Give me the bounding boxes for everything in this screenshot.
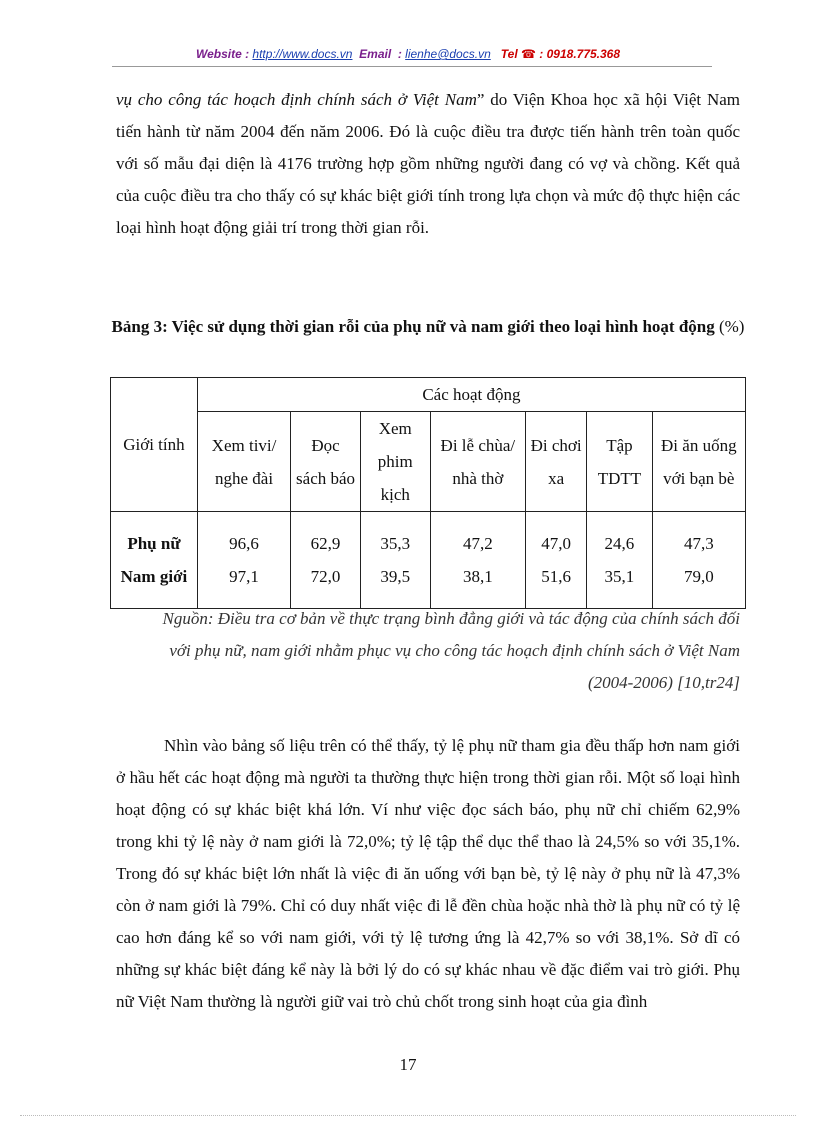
paragraph-intro-text: ” do Viện Khoa học xã hội Việt Nam tiến hành từ năm 2004 đến năm 2006. Đó là cuộc điều tra được tiến hành trên toàn quốc với số mẫu đại diện là 4176 trường hợp gồm những người đang có vợ và chồng. Kết quả của cuộc điều tra cho thấy có sự khác biệt giới tính trong lựa chọn và mức độ thực hiện các loại hình hoạt động giải trí trong thời gian rỗi. xyxy=(116,90,741,237)
table-cell xyxy=(652,512,745,609)
women-value: 24,6 xyxy=(604,534,635,553)
table-source: Nguồn: Điều tra cơ bản về thực trạng bình đẳng giới và tác động của chính sách đối với phụ nữ, nam giới nhằm phục vụ cho công tác hoạch định chính sách ở Việt Nam (2004-2006) [10,tr24] xyxy=(162,609,740,692)
men-value: 39,5 xyxy=(380,567,411,586)
paragraph-intro-italic: vụ cho công tác hoạch định chính sách ở Việt Nam xyxy=(116,90,477,109)
email-link[interactable]: lienhe@docs.vn xyxy=(405,47,491,61)
phone-label: Tel ☎ : xyxy=(500,47,544,61)
table-header-row xyxy=(111,378,746,412)
men-value: 72,0 xyxy=(310,567,341,586)
column-header: Đọc sách báo xyxy=(291,412,361,512)
men-value: 35,1 xyxy=(604,567,635,586)
website-label: Website : xyxy=(195,47,250,61)
table-cell xyxy=(430,512,525,609)
table-caption xyxy=(110,311,746,343)
table-cell xyxy=(526,512,587,609)
email-label: Email xyxy=(359,47,392,61)
table-caption-title: Bảng 3: Việc sử dụng thời gian rỗi của phụ nữ và nam giới theo loại hình hoạt động xyxy=(111,317,715,336)
table-columns-row xyxy=(111,412,746,512)
column-header: Đi chơi xa xyxy=(526,412,587,512)
table-cell xyxy=(587,512,652,609)
women-value: 47,2 xyxy=(462,534,493,553)
gender-row-label: Phụ nữ Nam giới xyxy=(111,512,198,609)
men-value: 51,6 xyxy=(541,567,572,586)
women-value: 62,9 xyxy=(310,534,341,553)
table-caption-unit: (%) xyxy=(718,317,745,336)
page-bottom-divider xyxy=(20,1115,796,1116)
men-value: 97,1 xyxy=(229,567,259,586)
table-cell xyxy=(360,512,430,609)
table-cell xyxy=(197,512,290,609)
men-value: 38,1 xyxy=(462,567,493,586)
paragraph-intro xyxy=(116,84,740,244)
activity-table xyxy=(110,377,746,609)
women-value: 96,6 xyxy=(229,534,259,553)
column-header: Tập TDTT xyxy=(587,412,652,512)
email-separator: : xyxy=(397,47,402,61)
phone-number: 0918.775.368 xyxy=(546,47,621,61)
women-value: 35,3 xyxy=(380,534,411,553)
page-header xyxy=(0,47,816,61)
column-header: Đi lễ chùa/ nhà thờ xyxy=(430,412,525,512)
men-value: 79,0 xyxy=(683,567,714,586)
header-divider xyxy=(112,66,712,67)
gender-header: Giới tính xyxy=(111,378,198,512)
women-value: 47,3 xyxy=(683,534,714,553)
column-header: Đi ăn uống với bạn bè xyxy=(652,412,745,512)
table-data-row xyxy=(111,512,746,609)
activities-header: Các hoạt động xyxy=(197,378,745,412)
women-value: 47,0 xyxy=(541,534,572,553)
column-header: Xem tivi/ nghe đài xyxy=(197,412,290,512)
paragraph-analysis: Nhìn vào bảng số liệu trên có thể thấy, tỷ lệ phụ nữ tham gia đều thấp hơn nam giới ở hầu hết các hoạt động mà người ta thường thực hiện trong thời gian rỗi. Một số loại hình hoạt động có sự khác biệt khá lớn. Ví như việc đọc sách báo, phụ nữ chỉ chiếm 62,9% trong khi tỷ lệ này ở nam giới là 72,0%; tỷ lệ tập thể dục thể thao là 24,5% so với 35,1%. Trong đó sự khác biệt lớn nhất là việc đi ăn uống với bạn bè, tỷ lệ này ở phụ nữ là 47,3% còn ở nam giới là 79%. Chỉ có duy nhất việc đi lễ đền chùa hoặc nhà thờ là phụ nữ có tỷ lệ cao hơn đáng kể so với nam giới, với tỷ lệ tương ứng là 42,7% so với 38,1%. Sở dĩ có những sự khác biệt đáng kể này là bởi lý do có sự khác nhau về đặc điểm vai trò giới. Phụ nữ Việt Nam thường là người giữ vai trò chủ chốt trong sinh hoạt của gia đình xyxy=(116,736,740,1011)
table-cell xyxy=(291,512,361,609)
website-link[interactable]: http://www.docs.vn xyxy=(252,47,353,61)
column-header: Xem phim kịch xyxy=(360,412,430,512)
page-number: 17 xyxy=(399,1055,417,1074)
